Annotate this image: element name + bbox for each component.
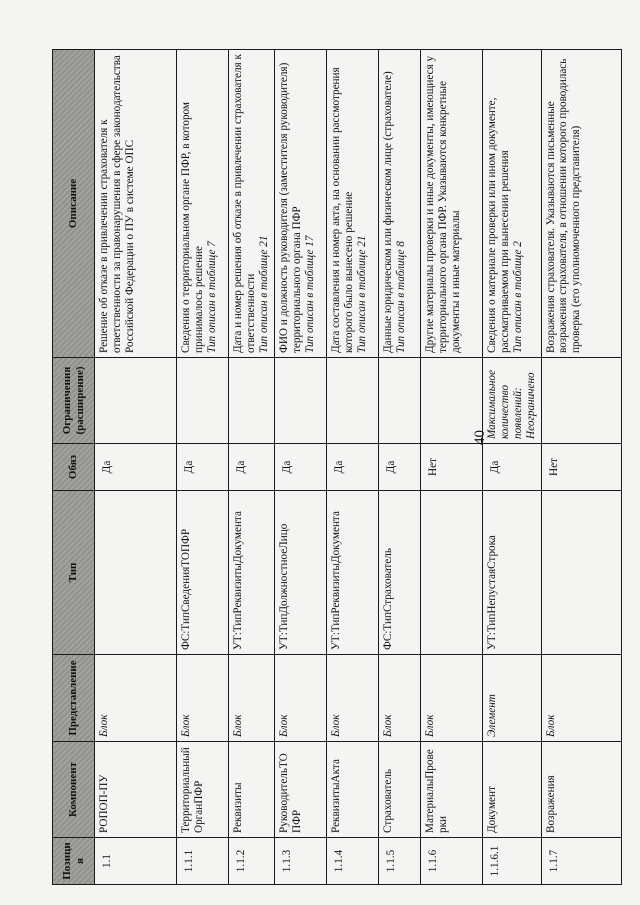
constraints-cell	[229, 358, 275, 444]
required-cell: Да	[275, 444, 327, 491]
constraints-cell	[541, 358, 621, 444]
description-cell	[483, 50, 542, 358]
header-cell: Представление	[53, 655, 95, 742]
type-cell: УТ:ТипДолжностноеЛицо	[275, 491, 327, 655]
presentation-cell: Блок	[421, 655, 483, 742]
component-cell: Возражения	[541, 742, 621, 838]
position-cell: 1.1	[95, 838, 177, 885]
constraints-cell	[379, 358, 421, 444]
required-cell: Да	[379, 444, 421, 491]
type-reference-note: Тип описан в таблице 2	[511, 241, 524, 353]
presentation-cell: Блок	[379, 655, 421, 742]
position-cell: 1.1.3	[275, 838, 327, 885]
table-row	[483, 50, 542, 885]
component-cell: ТерриториальныйОрганПФР	[177, 742, 229, 838]
required-cell: Да	[177, 444, 229, 491]
description-text: ФИО и должность руководителя (заместителя руководителя) территориального органа ПФР	[278, 62, 303, 353]
description-cell	[327, 50, 379, 358]
description-text: Сведения о территориальном органе ПФР, в котором принималось решение	[180, 101, 205, 353]
table-row	[379, 50, 421, 885]
required-cell: Нет	[421, 444, 483, 491]
header-cell: Позиция	[53, 838, 95, 885]
component-cell: РеквизитыАкта	[327, 742, 379, 838]
component-cell: РОПОП-ПУ	[95, 742, 177, 838]
type-reference-note: Тип описан в таблице 21	[257, 235, 270, 353]
presentation-cell: Блок	[177, 655, 229, 742]
description-text: Возражения страхователя. Указываются письменные возражения страхователя, в отношении которого проводилась проверка (его уполномоченного представителя)	[544, 58, 583, 353]
description-text: Дата составления и номер акта, на основании рассмотрения которого было вынесено решение	[330, 67, 355, 353]
position-cell: 1.1.1	[177, 838, 229, 885]
position-cell: 1.1.5	[379, 838, 421, 885]
type-reference-note: Тип описан в таблице 7	[205, 241, 218, 353]
description-cell	[541, 50, 621, 358]
type-reference-note: Тип описан в таблице 17	[303, 235, 316, 353]
table-row	[95, 50, 177, 885]
type-cell: ФС:ТипСведенияТОПФР	[177, 491, 229, 655]
description-text: Сведения о материале проверки или ином документе, рассматриваемом при вынесении решения	[486, 97, 511, 353]
header-cell: Тип	[53, 491, 95, 655]
position-cell: 1.1.4	[327, 838, 379, 885]
description-cell	[275, 50, 327, 358]
position-cell: 1.1.6.1	[483, 838, 542, 885]
required-cell: Да	[229, 444, 275, 491]
table-row	[327, 50, 379, 885]
presentation-cell: Блок	[327, 655, 379, 742]
presentation-cell: Блок	[541, 655, 621, 742]
description-cell	[177, 50, 229, 358]
header-cell: Компонент	[53, 742, 95, 838]
type-cell	[421, 491, 483, 655]
presentation-cell: Блок	[229, 655, 275, 742]
type-cell: ФС:ТипСтрахователь	[379, 491, 421, 655]
header-cell: Обяз	[53, 444, 95, 491]
description-cell	[421, 50, 483, 358]
table-row	[229, 50, 275, 885]
description-cell	[229, 50, 275, 358]
constraints-cell	[95, 358, 177, 444]
constraints-cell	[327, 358, 379, 444]
component-cell: Реквизиты	[229, 742, 275, 838]
table-row	[275, 50, 327, 885]
table-row	[177, 50, 229, 885]
type-reference-note: Тип описан в таблице 21	[355, 235, 368, 353]
type-cell: УТ:ТипНепустаяСтрока	[483, 491, 542, 655]
description-text: Данные юридическом или физическом лице (страхователе)	[382, 71, 394, 353]
component-cell: МатериалыПроверки	[421, 742, 483, 838]
header-row	[53, 50, 95, 885]
description-cell	[95, 50, 177, 358]
position-cell: 1.1.2	[229, 838, 275, 885]
description-text: Решение об отказе в привлечении страхователя к ответственности за правонарушения в сфере законодательства Российской Федерации о ПУ в системе ОПС	[98, 55, 136, 353]
type-reference-note: Тип описан в таблице 8	[394, 241, 407, 353]
description-text: Другие материалы проверки и иные документы, имеющиеся у территориального органа ПФР. Указываются конкретные документы и иные материалы	[424, 55, 462, 353]
description-cell	[379, 50, 421, 358]
required-cell: Да	[327, 444, 379, 491]
type-cell: УТ:ТипРеквизитыДокумента	[229, 491, 275, 655]
constraints-cell	[275, 358, 327, 444]
header-cell: Описание	[53, 50, 95, 358]
required-cell: Да	[95, 444, 177, 491]
position-cell: 1.1.6	[421, 838, 483, 885]
constraints-cell	[421, 358, 483, 444]
constraints-cell: Максимальное количество появлений: Неограничено	[483, 358, 542, 444]
page-number: 40	[472, 430, 488, 445]
presentation-cell: Блок	[275, 655, 327, 742]
presentation-cell: Элемент	[483, 655, 542, 742]
type-cell: УТ:ТипРеквизитыДокумента	[327, 491, 379, 655]
required-cell: Нет	[541, 444, 621, 491]
position-cell: 1.1.7	[541, 838, 621, 885]
table-row	[541, 50, 621, 885]
component-cell: Страхователь	[379, 742, 421, 838]
table-row	[421, 50, 483, 885]
type-cell	[541, 491, 621, 655]
description-text: Дата и номер решения об отказе в привлечении страхователя к ответственности	[232, 54, 257, 353]
presentation-cell: Блок	[95, 655, 177, 742]
component-cell: РуководительТОПФР	[275, 742, 327, 838]
required-cell: Да	[483, 444, 542, 491]
type-cell	[95, 491, 177, 655]
data-table	[52, 49, 622, 885]
header-cell: Ограничения (расширение)	[53, 358, 95, 444]
constraints-cell	[177, 358, 229, 444]
rotated-table-container	[52, 50, 587, 885]
component-cell: Документ	[483, 742, 542, 838]
